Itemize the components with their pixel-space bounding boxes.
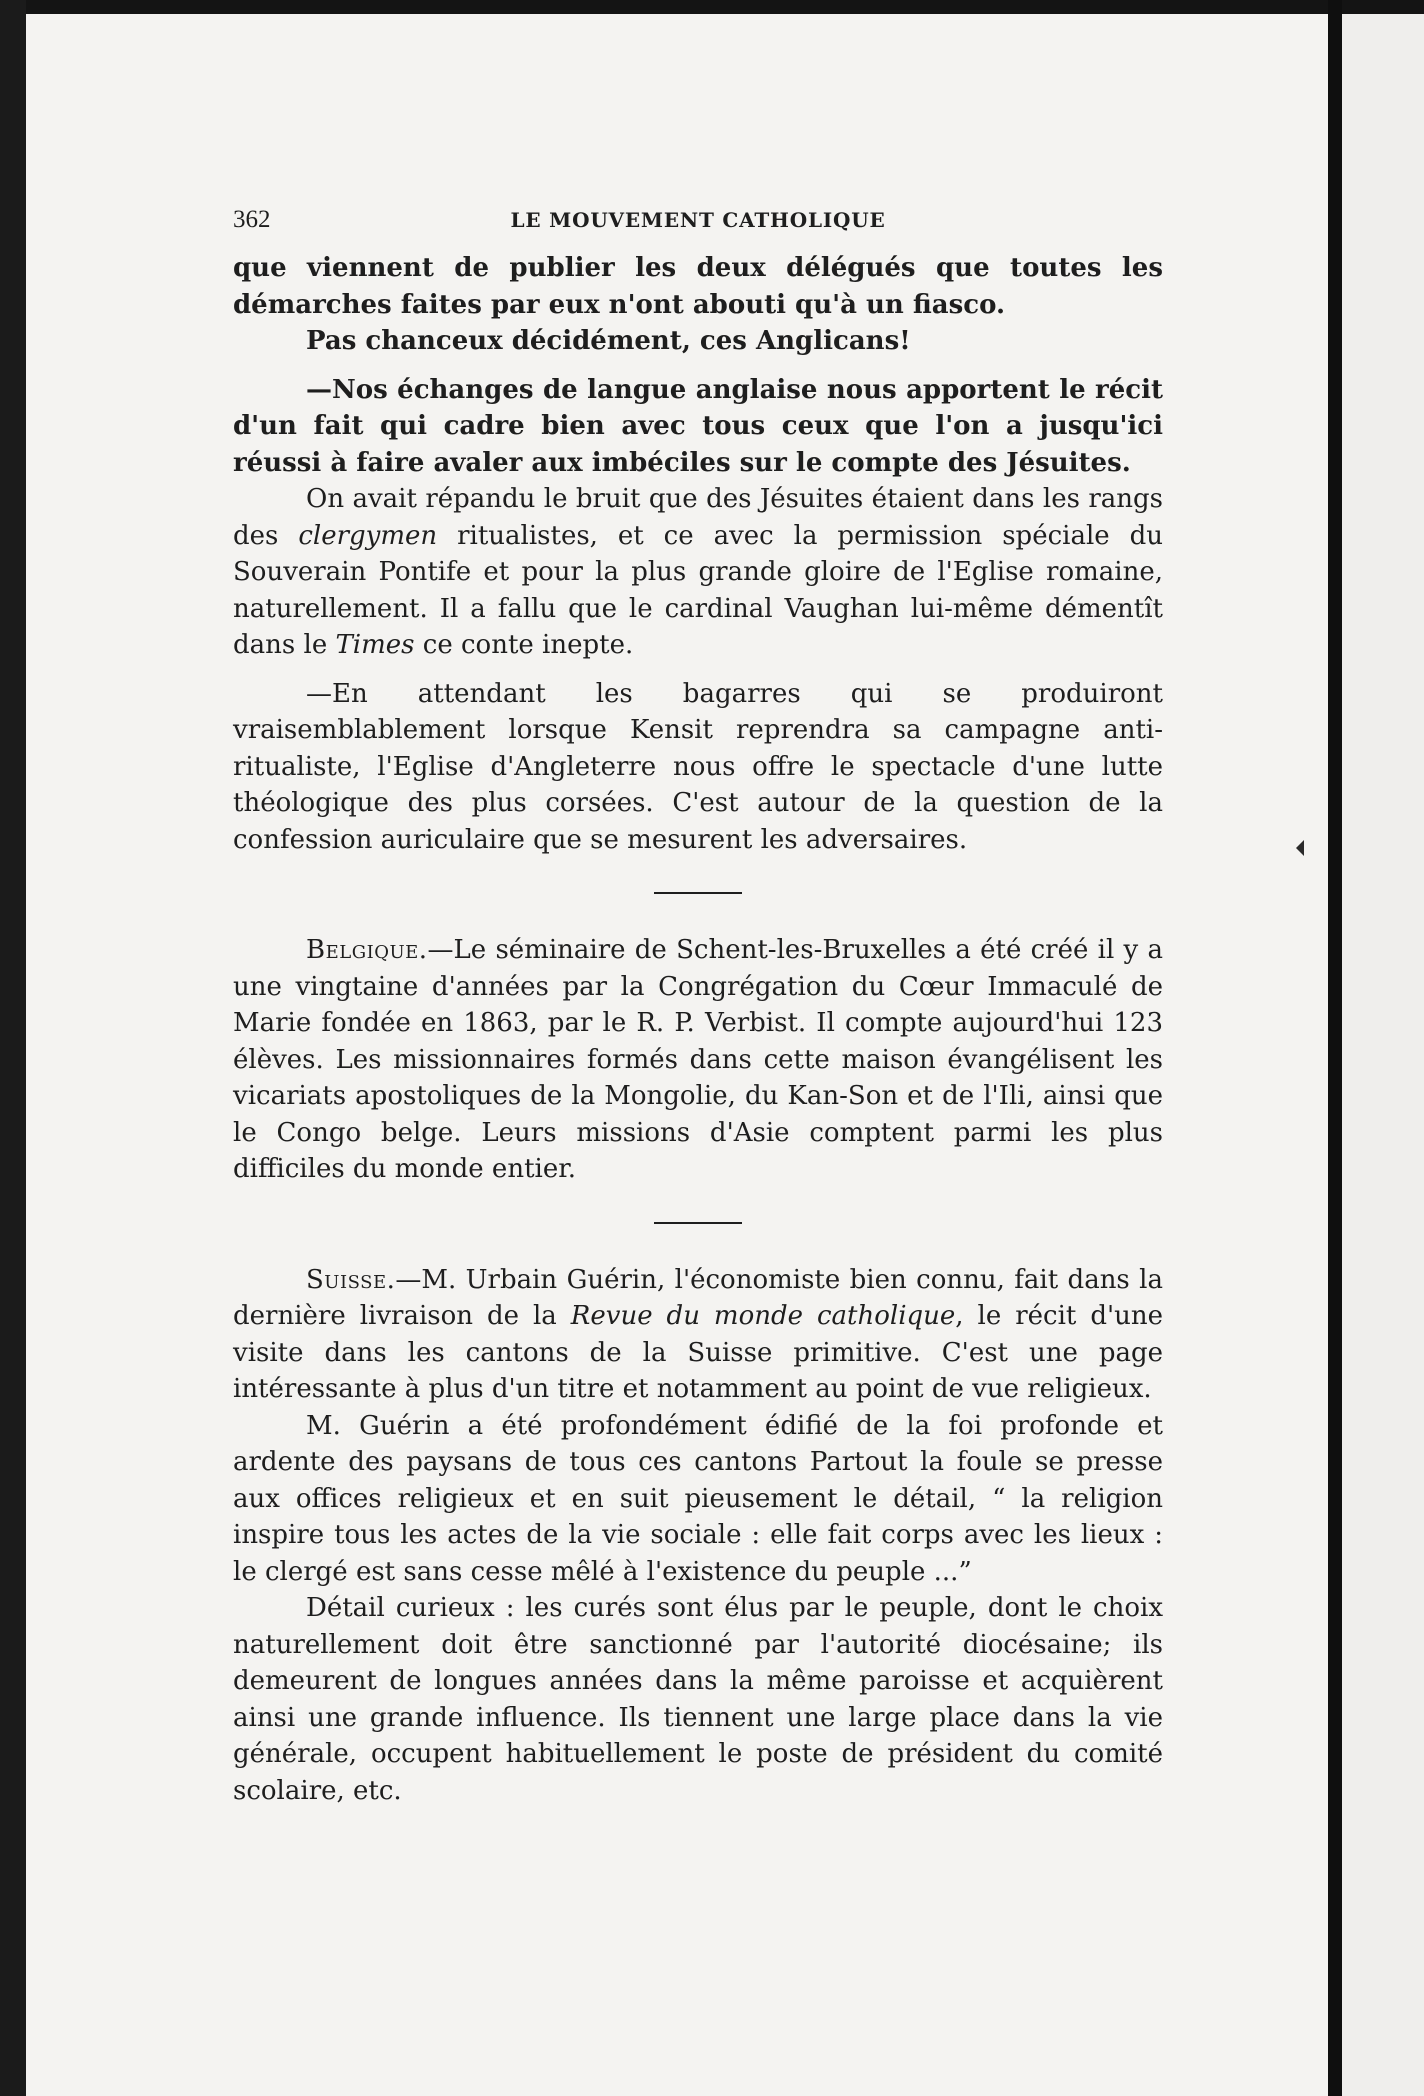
paragraph-suisse-text: —M. Urbain Guérin, l'économiste bien connu, fait dans la dernière livraison de la bbox=[233, 1264, 1163, 1331]
page-number: 362 bbox=[233, 206, 271, 233]
paragraph-cures: Détail curieux : les curés sont élus par le peuple, dont le choix naturellement doit être sanctionné par l'autorité diocésaine; ils demeurent de longues années dans la même paroisse et acquièrent ainsi une grande influence. Ils tiennent une large place dans la vie générale, occupent habituellement le poste de président du comité scolaire, etc. bbox=[233, 1593, 1163, 1806]
section-lead-suisse: Suisse. bbox=[306, 1264, 396, 1295]
scan-left-border bbox=[0, 0, 26, 2096]
paragraph-jesuites bbox=[233, 481, 1163, 664]
paragraph-fiasco: que viennent de publier les deux délégués que toutes les démarches faites par eux n'ont abouti qu'à un fiasco. bbox=[233, 253, 1163, 320]
paragraph-kensit: —En attendant les bagarres qui se produiront vraisemblablement lorsque Kensit reprendra sa campagne anti-ritualiste, l'Eglise d'Angleterre nous offre le spectacle d'une lutte théologique des plus corsées. C'est autour de la question de la confession auriculaire que se mesurent les adversaires. bbox=[233, 678, 1163, 855]
paragraph-guerin: M. Guérin a été profondément édifié de la foi profonde et ardente des paysans de tous ces cantons Partout la foule se presse aux offices religieux et en suit pieusement le détail, “ la religion inspire tous les actes de la vie sociale : elle fait corps avec les lieux : le clergé est sans cesse mêlé à l'existence du peuple ...” bbox=[233, 1410, 1163, 1587]
scan-top-border bbox=[0, 0, 1424, 14]
paragraph-suisse-after: , le récit d'une visite dans les cantons de la Suisse primitive. C'est une page intéressante à plus d'un titre et notamment au point de vue religieux. bbox=[233, 1301, 1163, 1404]
section-divider bbox=[654, 892, 742, 894]
section-lead-belgique: Belgique. bbox=[306, 935, 428, 965]
paragraph-suisse bbox=[233, 1262, 1163, 1408]
page-content bbox=[233, 206, 1163, 1809]
paragraph-jesuites-italic2: Times bbox=[335, 630, 415, 660]
paragraph-anglicans: Pas chanceux décidément, ces Anglicans! bbox=[306, 326, 911, 356]
paragraph-jesuites-italic: clergymen bbox=[298, 520, 438, 551]
paragraph-jesuites-after: ritualistes, et ce avec la permission spéciale du Souverain Pontife et pour la plus grande gloire de l'Eglise romaine, naturellement. Il a fallu que le cardinal Vaughan lui-même démentît dans le bbox=[233, 520, 1163, 660]
paragraph-belgique bbox=[233, 932, 1163, 1188]
book-gutter bbox=[1328, 0, 1342, 2096]
running-head-title: LE MOUVEMENT CATHOLIQUE bbox=[510, 208, 886, 232]
paragraph-echanges: —Nos échanges de langue anglaise nous apportent le récit d'un fait qui cadre bien avec tous ceux que l'on a jusqu'ici réussi à faire avaler aux imbéciles sur le compte des Jésuites. bbox=[233, 374, 1163, 478]
section-divider bbox=[654, 1222, 742, 1224]
paragraph-jesuites-after2: ce conte inepte. bbox=[422, 630, 634, 660]
paragraph-suisse-italic: Revue du monde catholique bbox=[570, 1301, 956, 1331]
running-head bbox=[233, 206, 1163, 236]
paragraph-belgique-text: —Le séminaire de Schent-les-Bruxelles a été créé il y a une vingtaine d'années par la Congrégation du Cœur Immaculé de Marie fondée en 1863, par le R. P. Verbist. Il compte aujourd'hui 123 élèves. Les missionnaires formés dans cette maison évangélisent les vicariats apostoliques de la Mongolie, du Kan-Son et de l'Ili, ainsi que le Congo belge. Leurs missions d'Asie comptent parmi les plus difficiles du monde entier. bbox=[233, 935, 1163, 1184]
paragraph-jesuites-text: On avait répandu le bruit que des Jésuites étaient dans les rangs des bbox=[233, 484, 1163, 551]
facing-page-edge bbox=[1342, 14, 1424, 2096]
